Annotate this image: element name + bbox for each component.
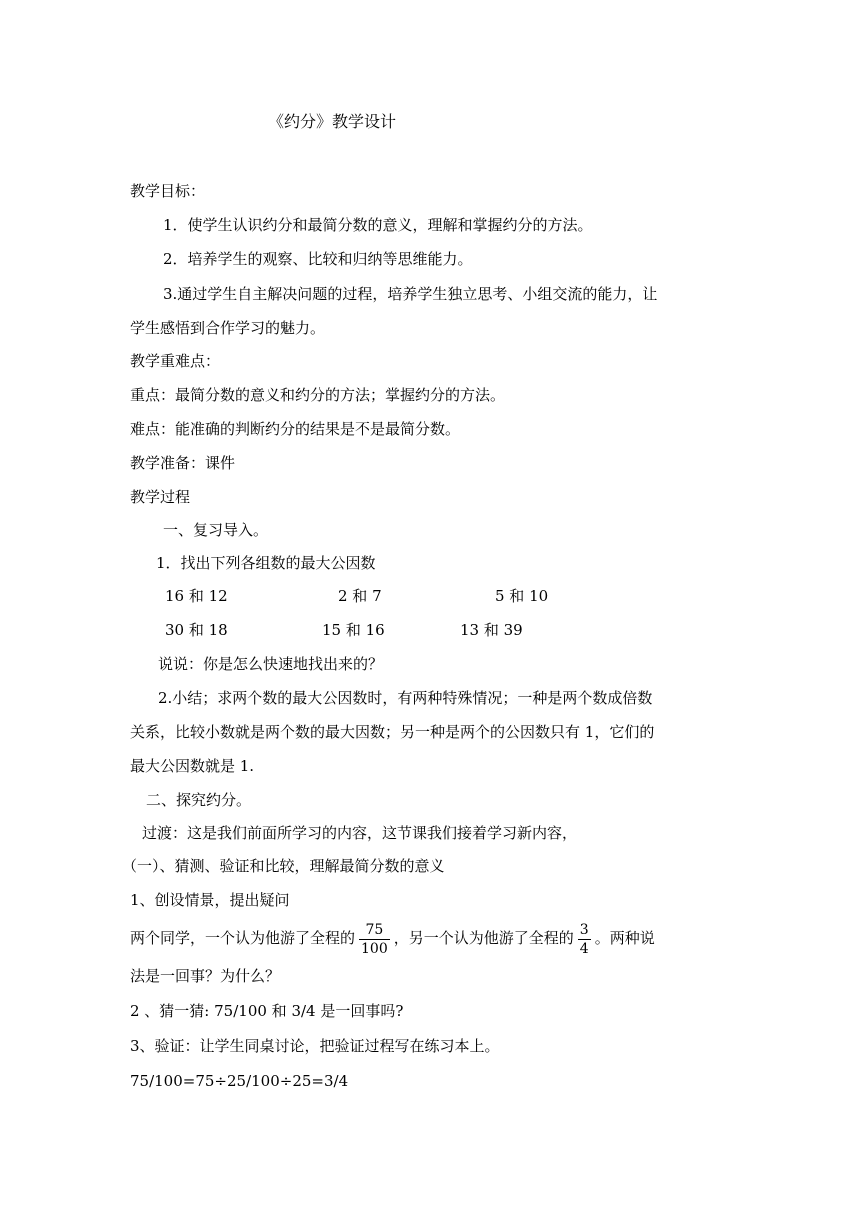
pair-r2-c2: 15 和 16 [322, 621, 385, 639]
step-1: 1、创设情景，提出疑问 [130, 891, 290, 909]
pair-r2-c1: 30 和 18 [165, 621, 228, 639]
summary-line-3: 最大公因数就是 1. [130, 757, 255, 775]
scenario-part-3: 。两种说 [594, 929, 655, 947]
say-prompt: 说说：你是怎么快速地找出来的？ [158, 655, 384, 673]
pair-r1-c1: 16 和 12 [165, 587, 228, 605]
goal-heading: 教学目标： [130, 182, 206, 200]
step-2: 2 、猜一猜: 75/100 和 3/4 是一回事吗? [130, 1002, 404, 1020]
goal-3-line-2: 学生感悟到合作学习的魅力。 [130, 319, 326, 337]
fraction-3-4-numerator: 3 [579, 921, 589, 938]
key-point: 重点：最简分数的意义和约分的方法；掌握约分的方法。 [130, 386, 506, 404]
key-heading: 教学重难点： [130, 352, 221, 370]
scenario-part-1: 两个同学，一个认为他游了全程的 [130, 929, 356, 947]
section-1-heading: 一、复习导入。 [163, 521, 269, 539]
fraction-3-4 [578, 921, 591, 958]
section-2-heading: 二、探究约分。 [146, 791, 252, 809]
task-1: 1．找出下列各组数的最大公因数 [156, 554, 376, 572]
pair-r2-c3: 13 和 39 [460, 621, 523, 639]
subsection-1-heading: （一）、猜测、验证和比较，理解最简分数的意义 [122, 857, 445, 875]
scenario-line-2: 法是一回事？为什么？ [130, 967, 281, 985]
summary-line-1: 2.小结；求两个数的最大公因数时，有两种特殊情况；一种是两个数成倍数 [158, 689, 653, 707]
goal-3-line-1: 3.通过学生自主解决问题的过程，培养学生独立思考、小组交流的能力，让 [163, 285, 658, 303]
fraction-75-100-denominator: 100 [361, 940, 388, 957]
scenario-line [130, 918, 655, 958]
summary-line-2: 关系，比较小数就是两个数的最大因数；另一种是两个的公因数只有 1，它们的 [130, 723, 655, 741]
document-title: 《约分》教学设计 [268, 112, 397, 131]
goal-2: 2．培养学生的观察、比较和归纳等思维能力。 [163, 250, 473, 268]
pair-r1-c2: 2 和 7 [338, 587, 382, 605]
scenario-part-2: ，另一个认为他游了全程的 [393, 929, 574, 947]
fraction-3-4-denominator: 4 [579, 940, 589, 957]
goal-1: 1．使学生认识约分和最简分数的意义，理解和掌握约分的方法。 [163, 216, 593, 234]
transition-text: 过渡：这是我们前面所学习的内容，这节课我们接着学习新内容， [142, 824, 578, 842]
teaching-prep: 教学准备：课件 [130, 454, 236, 472]
verification-formula: 75/100=75÷25/100÷25=3/4 [130, 1072, 349, 1090]
difficult-point: 难点：能准确的判断约分的结果是不是最简分数。 [130, 420, 461, 438]
pair-r1-c3: 5 和 10 [495, 587, 549, 605]
fraction-75-100-numerator: 75 [359, 921, 390, 940]
process-heading: 教学过程 [130, 488, 191, 506]
fraction-75-100 [359, 921, 390, 958]
step-3: 3、验证：让学生同桌讨论，把验证过程写在练习本上。 [130, 1037, 500, 1055]
